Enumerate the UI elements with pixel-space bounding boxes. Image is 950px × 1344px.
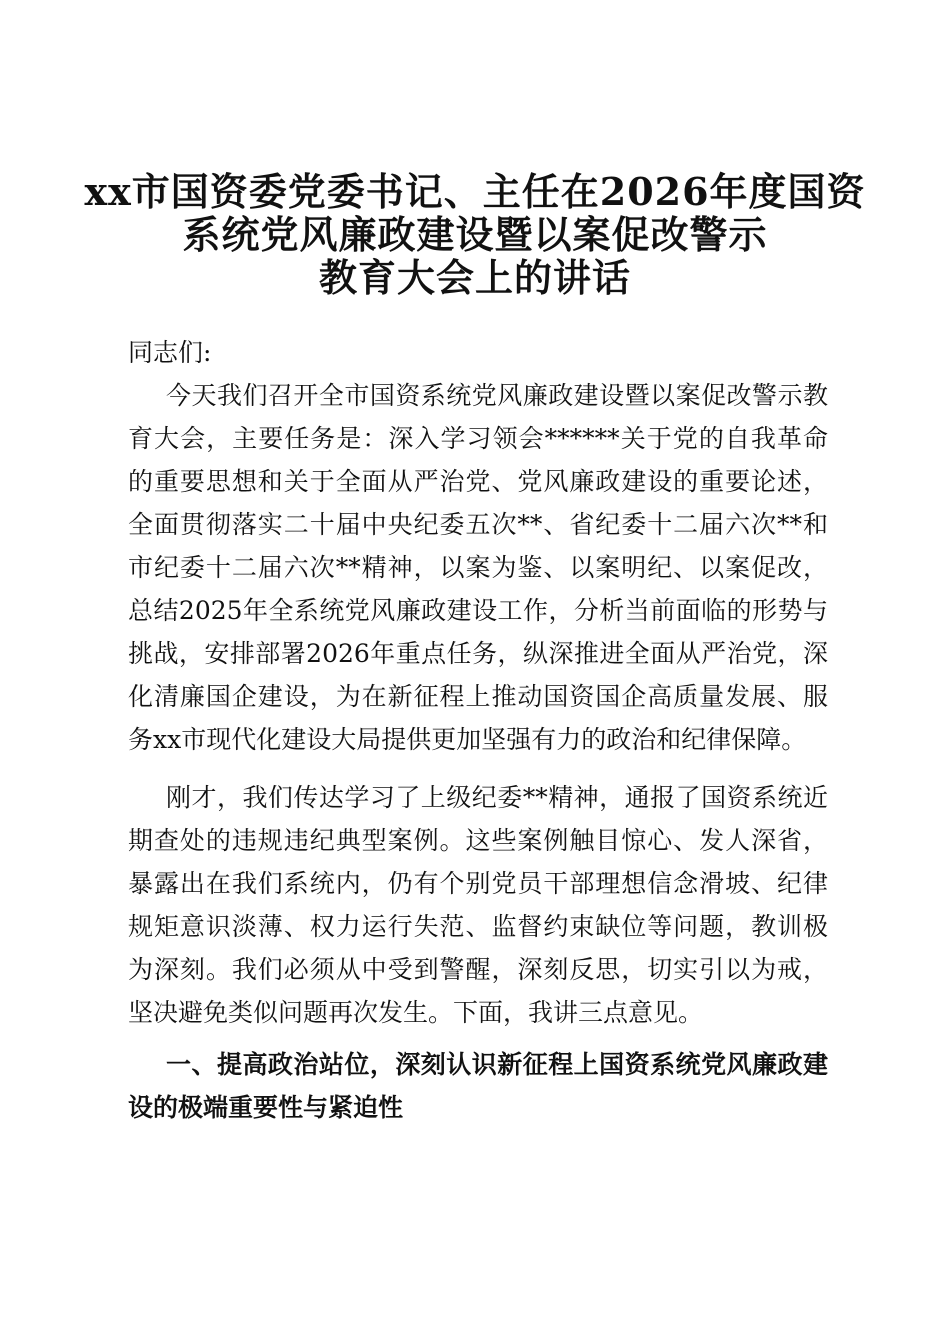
document-title-line-1: xx市国资委党委书记、主任在2026年度国资: [84, 169, 866, 214]
paragraph-line: 暴露出在我们系统内，仍有个别党员干部理想信念滑坡、纪律: [128, 869, 828, 898]
paragraph-line: 的重要思想和关于全面从严治党、党风廉政建设的重要论述，: [128, 467, 828, 496]
paragraph-line: 全面贯彻落实二十届中央纪委五次**、省纪委十二届六次**和: [128, 510, 828, 539]
paragraph-line: 刚才，我们传达学习了上级纪委**精神，通报了国资系统近: [166, 783, 828, 812]
paragraph-line: 总结2025年全系统党风廉政建设工作，分析当前面临的形势与: [128, 596, 828, 625]
document-title-line-2: 系统党风廉政建设暨以案促改警示: [182, 212, 768, 257]
paragraph-line: 规矩意识淡薄、权力运行失范、监督约束缺位等问题，教训极: [128, 912, 828, 941]
paragraph-line: 今天我们召开全市国资系统党风廉政建设暨以案促改警示教: [166, 381, 828, 410]
paragraph-line: 为深刻。我们必须从中受到警醒，深刻反思，切实引以为戒，: [128, 955, 828, 984]
section-heading-line: 设的极端重要性与紧迫性: [128, 1093, 404, 1122]
section-heading-line: 一、提高政治站位，深刻认识新征程上国资系统党风廉政建: [166, 1050, 828, 1079]
paragraph-line: 期查处的违规违纪典型案例。这些案例触目惊心、发人深省，: [128, 826, 828, 855]
paragraph-line: 市纪委十二届六次**精神，以案为鉴、以案明纪、以案促改，: [128, 553, 828, 582]
paragraph-line: 挑战，安排部署2026年重点任务，纵深推进全面从严治党，深: [128, 639, 828, 668]
salutation: 同志们:: [128, 338, 212, 367]
document-title-line-3: 教育大会上的讲话: [318, 255, 631, 300]
paragraph-line: 务xx市现代化建设大局提供更加坚强有力的政治和纪律保障。: [128, 725, 807, 754]
paragraph-line: 育大会，主要任务是：深入学习领会******关于党的自我革命: [128, 424, 828, 453]
paragraph-line: 坚决避免类似问题再次发生。下面，我讲三点意见。: [128, 998, 704, 1027]
paragraph-line: 化清廉国企建设，为在新征程上推动国资国企高质量发展、服: [128, 682, 828, 711]
